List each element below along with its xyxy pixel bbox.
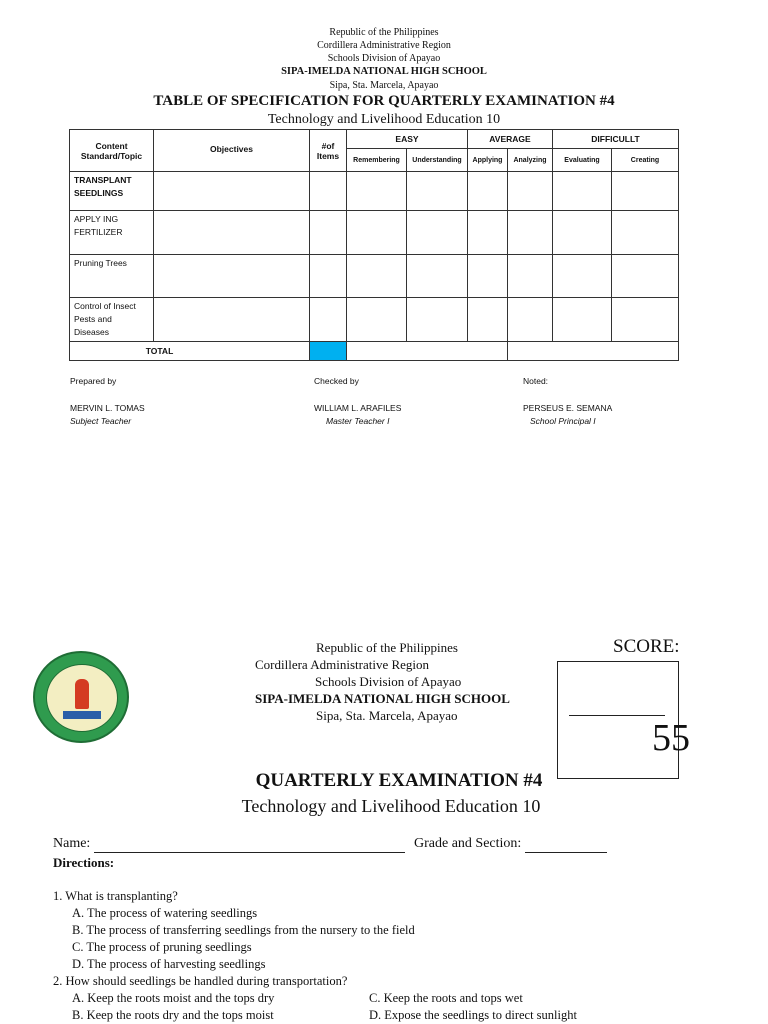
p2-address: Sipa, Sta. Marcela, Apayao	[316, 708, 458, 723]
signatory-name: MERVIN L. TOMAS	[70, 403, 145, 413]
school-seal-icon	[33, 651, 129, 743]
signatory-noted	[523, 375, 612, 428]
score-total: 55	[652, 717, 690, 759]
signatory-role: Subject Teacher	[70, 416, 132, 426]
sub-evaluating: Evaluating	[553, 149, 612, 172]
p2-school-name: SIPA-IMELDA NATIONAL HIGH SCHOOL	[255, 691, 510, 706]
p2-header-line-1: Republic of the Philippines	[316, 640, 458, 655]
tos-table	[69, 129, 679, 361]
signatory-role: Master Teacher I	[326, 416, 390, 426]
name-label: Name:	[53, 836, 91, 851]
col-items-header: #of Items	[310, 130, 347, 172]
table-row	[70, 255, 679, 298]
total-items-cell	[310, 342, 347, 361]
signatory-label: Checked by	[314, 376, 359, 386]
signatory-role: School Principal I	[530, 416, 596, 426]
table-row	[70, 211, 679, 255]
col-objectives-header: Objectives	[154, 130, 310, 172]
p2-header-line-3: Schools Division of Apayao	[315, 674, 462, 689]
question-2: 2. How should seedlings be handled during transportation?	[53, 974, 348, 988]
signatory-prepared	[70, 375, 145, 428]
topic-cell: Control of Insect Pests and Diseases	[70, 298, 154, 342]
total-row	[70, 342, 679, 361]
sub-remembering: Remembering	[347, 149, 407, 172]
col-content-header: Content Standard/Topic	[70, 130, 154, 172]
grade-blank[interactable]	[525, 838, 607, 853]
p2-subtitle: Technology and Livelihood Education 10	[241, 796, 541, 816]
question-1: 1. What is transplanting?	[53, 889, 178, 903]
signatory-label: Prepared by	[70, 376, 117, 386]
p1-subtitle: Technology and Livelihood Education 10	[267, 112, 501, 127]
q2-option-d: D. Expose the seedlings to direct sunlight	[369, 1008, 577, 1022]
sub-understanding: Understanding	[407, 149, 468, 172]
topic-cell: Pruning Trees	[70, 255, 154, 298]
q2-option-c: C. Keep the roots and tops wet	[369, 991, 523, 1005]
directions-label: Directions:	[53, 855, 115, 870]
topic-cell: TRANSPLANT SEEDLINGS	[70, 172, 154, 211]
p1-school-name: SIPA-IMELDA NATIONAL HIGH SCHOOL	[281, 66, 487, 77]
signatory-checked	[314, 375, 401, 428]
sub-analyzing: Analyzing	[508, 149, 553, 172]
topic-cell: APPLY ING FERTILIZER	[70, 211, 154, 255]
grade-section-field[interactable]	[414, 835, 607, 853]
score-label: SCORE:	[613, 636, 680, 657]
q2-option-b: B. Keep the roots dry and the tops moist	[72, 1008, 274, 1022]
signatory-name: WILLIAM L. ARAFILES	[314, 403, 402, 413]
signatory-label: Noted:	[523, 376, 549, 386]
p1-title: TABLE OF SPECIFICATION FOR QUARTERLY EXAMINATION #4	[153, 93, 615, 109]
name-blank[interactable]	[94, 838, 405, 853]
grade-label: Grade and Section:	[414, 836, 522, 851]
q1-option-c: C. The process of pruning seedlings	[72, 940, 252, 954]
group-difficult-header: DIFFICULLT	[553, 130, 679, 149]
q1-option-a: A. The process of watering seedlings	[72, 906, 258, 920]
p2-title: QUARTERLY EXAMINATION #4	[255, 770, 543, 791]
table-row	[70, 298, 679, 342]
signatory-name: PERSEUS E. SEMANA	[523, 403, 613, 413]
p1-header-line-3: Schools Division of Apayao	[327, 53, 441, 64]
total-label: TOTAL	[70, 342, 310, 361]
q1-option-b: B. The process of transferring seedlings from the nursery to the field	[72, 923, 415, 937]
p1-address: Sipa, Sta. Marcela, Apayao	[329, 80, 439, 91]
table-row	[70, 172, 679, 211]
q1-option-d: D. The process of harvesting seedlings	[72, 957, 266, 971]
sub-creating: Creating	[612, 149, 679, 172]
p1-header-line-1: Republic of the Philippines	[329, 27, 439, 38]
p1-header-line-2: Cordillera Administrative Region	[317, 40, 451, 51]
group-easy-header: EASY	[347, 130, 468, 149]
score-blank	[569, 715, 665, 716]
q2-option-a: A. Keep the roots moist and the tops dry	[72, 991, 275, 1005]
p2-header-line-2: Cordillera Administrative Region	[255, 657, 430, 672]
group-average-header: AVERAGE	[468, 130, 553, 149]
sub-applying: Applying	[468, 149, 508, 172]
name-field[interactable]	[53, 835, 405, 853]
